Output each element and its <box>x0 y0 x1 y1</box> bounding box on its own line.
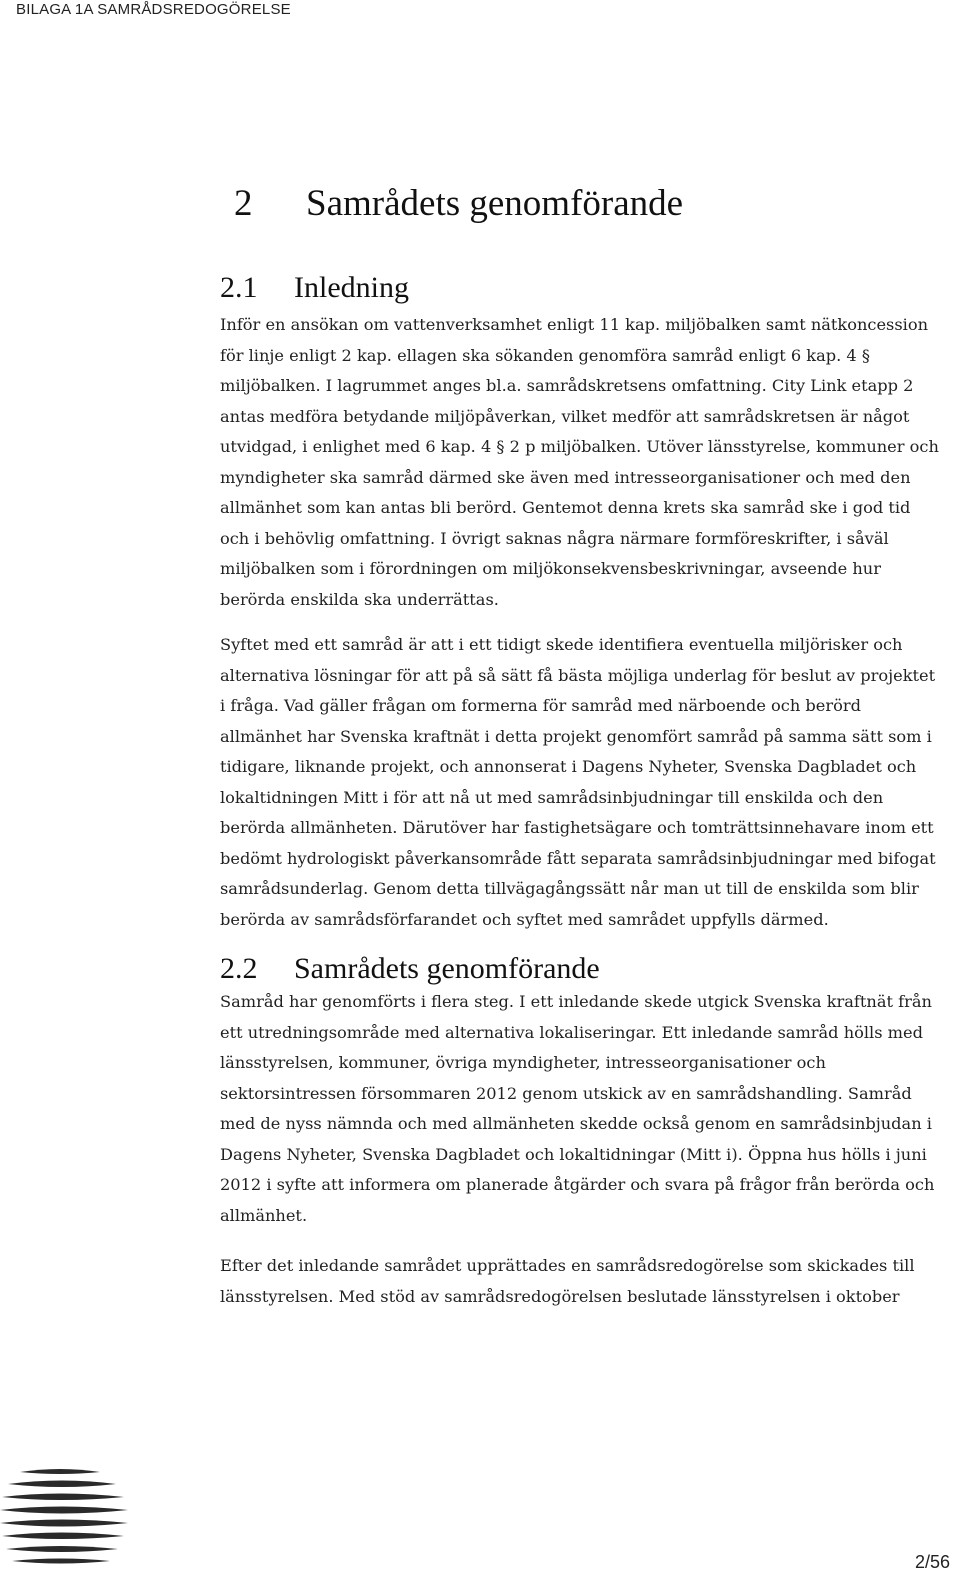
paragraph: Samråd har genomförts i flera steg. I ett inledande skede utgick Svenska kraftnät från ett utredningsområde med alternativa lokaliseringar. Ett inledande samråd hölls med länsstyrelsen, kommuner, övriga myndigheter, intresseorganisationer och sektorsintressen försommaren 2012 genom utskick av en samrådshandling. Samråd med de nyss nämnda och med allmänheten skedde också genom en samrådsinbjudan i Dagens Nyheter, Svenska Dagbladet och lokaltidningar (Mitt i). Öppna hus hölls i juni 2012 i syfte att informera om planerade åtgärder och svara på frågor från berörda och allmänhet. <box>220 992 935 1225</box>
subsection-number: 2.1 <box>220 271 258 304</box>
subsection-heading-inledning <box>220 271 409 305</box>
paragraph: Syftet med ett samråd är att i ett tidigt skede identifiera eventuella miljörisker och alternativa lösningar för att på så sätt få bästa möjliga underlag för beslut av projektet i fråga. Vad gäller frågan om formerna för samråd med närboende och berörd allmänhet har Svenska kraftnät i detta projekt genomfört samråd på samma sätt som i tidigare, liknande projekt, och annonserat i Dagens Nyheter, Svenska Dagbladet och lokaltidningen Mitt i för att nå ut med samrådsinbjudningar till enskilda och den berörda allmänheten. Därutöver har fastighetsägare och tomträttsinnehavare inom ett bedömt hydrologiskt påverkansområde fått separata samrådsinbjudningar med bifogat samrådsunderlag. Genom detta tillvägagångssätt når man ut till de enskilda som blir berörda av samrådsförfarandet och syftet med samrådet uppfylls därmed. <box>220 635 936 929</box>
paragraph: Inför en ansökan om vattenverksamhet enligt 11 kap. miljöbalken samt nätkoncession för linje enligt 2 kap. ellagen ska sökanden genomföra samråd enligt 6 kap. 4 § miljöbalken. I lagrummet anges bl.a. samrådskretsens omfattning. City Link etapp 2 antas medföra betydande miljöpåverkan, vilket medför att samrådskretsen är något utvidgad, i enlighet med 6 kap. 4 § 2 p miljöbalken. Utöver länsstyrelse, kommuner och myndigheter ska samråd därmed ske även med intresseorganisationer och med den allmänhet som kan antas bli berörd. Gentemot denna krets ska samråd ske i god tid och i behövlig omfattning. I övrigt saknas några närmare formföreskrifter, i såväl miljöbalken som i förordningen om miljökonsekvensbeskrivningar, avseende hur berörda enskilda ska underrättas. <box>220 315 939 609</box>
svenska-kraftnat-logo-icon <box>0 1462 130 1572</box>
subsection-number: 2.2 <box>220 952 258 985</box>
subsection-heading-genomforande <box>220 952 600 986</box>
subsection-title: Inledning <box>294 271 409 304</box>
section-title: Samrådets genomförande <box>306 183 684 224</box>
section-heading <box>234 182 683 225</box>
paragraph: Efter det inledande samrådet upprättades en samrådsredogörelse som skickades till länsstyrelsen. Med stöd av samrådsredogörelsen beslutade länsstyrelsen i oktober <box>220 1256 915 1306</box>
section-number: 2 <box>234 183 253 224</box>
subsection-title: Samrådets genomförande <box>294 952 600 985</box>
running-header: BILAGA 1A SAMRÅDSREDOGÖRELSE <box>16 1 291 18</box>
page-number: 2/56 <box>914 1552 950 1572</box>
